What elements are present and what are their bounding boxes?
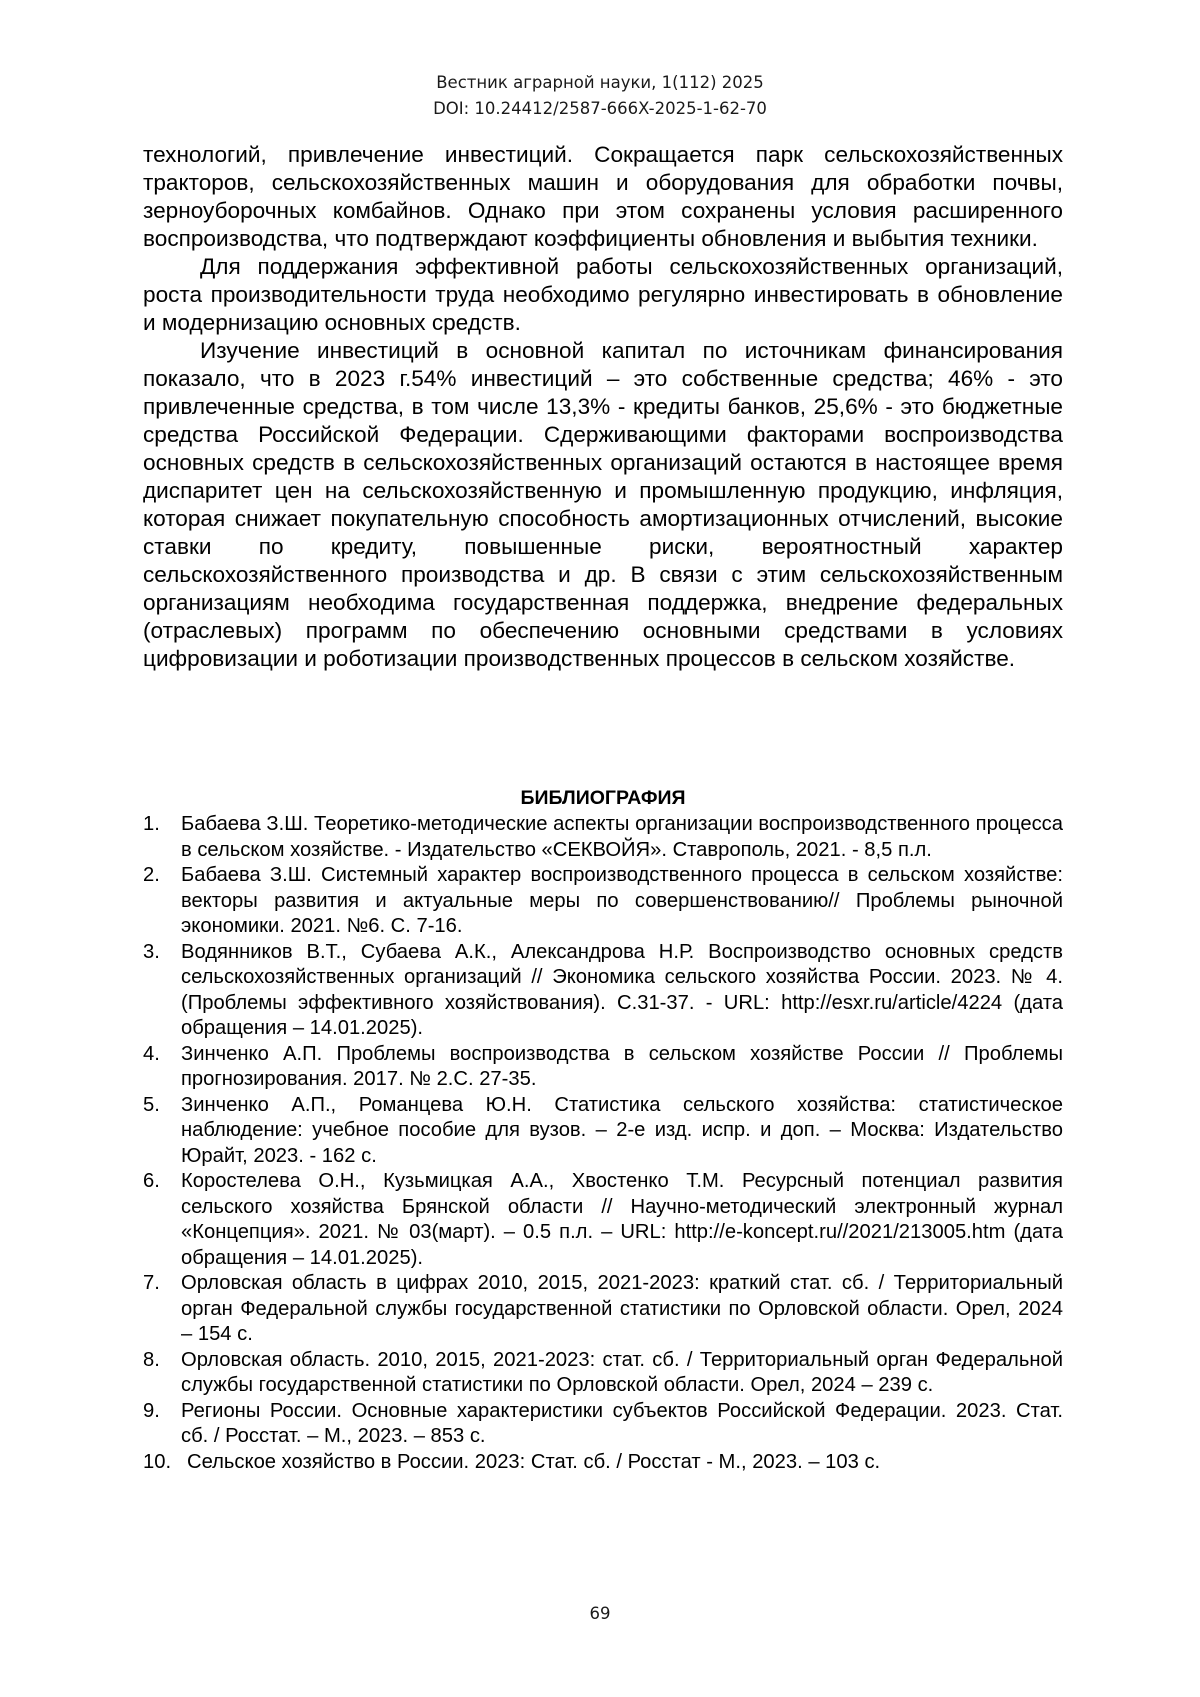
bibliography-item-number: 4.	[143, 1042, 160, 1065]
bibliography-item-text: Зинченко А.П., Романцева Ю.Н. Статистика сельского хозяйства: статистическое наблюдение: учебное пособие для вузов. – 2-е изд. испр. и доп. – Москва: Издательство Юрайт, 2023. - 162 с.	[181, 1093, 1063, 1167]
bibliography-heading: БИБЛИОГРАФИЯ	[520, 787, 686, 809]
bibliography-item-text: Водянников В.Т., Субаева А.К., Александрова Н.Р. Воспроизводство основных средств сельскохозяйственных организаций // Экономика сельского хозяйства России. 2023. № 4. (Проблемы эффективного хозяйствования). С.31-37. - URL: http://esxr.ru/article/4224 (дата обращения – 14.01.2025).	[181, 940, 1063, 1039]
bibliography-item	[143, 1348, 1063, 1399]
paragraph: Изучение инвестиций в основной капитал по источникам финансирования показало, что в 2023 г.54% инвестиций – это собственные средства; 46% - это привлеченные средства, в том числе 13,3% - кредиты банков, 25,6% - это бюджетные средства Российской Федерации. Сдерживающими факторами воспроизводства основных средств в сельскохозяйственных организаций остаются в настоящее время диспаритет цен на сельскохозяйственную и промышленную продукцию, инфляция, которая снижает покупательную способность амортизационных отчислений, высокие ставки по кредиту, повышенные риски, вероятностный характер сельскохозяйственного производства и др. В связи с этим сельскохозяйственным организациям необходима государственная поддержка, внедрение федеральных (отраслевых) программ по обеспечению основными средствами в условиях цифровизации и роботизации производственных процессов в сельском хозяйстве.	[143, 338, 1063, 671]
journal-title: Вестник аграрной науки, 1(112) 2025	[436, 73, 764, 92]
page-number: 69	[589, 1604, 611, 1623]
bibliography-item	[143, 940, 1063, 1042]
bibliography-item-number: 9.	[143, 1399, 160, 1422]
paragraph: технологий, привлечение инвестиций. Сокращается парк сельскохозяйственных тракторов, сельскохозяйственных машин и оборудования для обработки почвы, зерноуборочных комбайнов. Однако при этом сохранены условия расширенного воспроизводства, что подтверждают коэффициенты обновления и выбытия техники.	[143, 142, 1063, 251]
running-header	[0, 70, 1200, 122]
bibliography-item-text: Зинченко А.П. Проблемы воспроизводства в сельском хозяйстве России // Проблемы прогнозирования. 2017. № 2.С. 27-35.	[181, 1042, 1063, 1090]
bibliography-item-text: Орловская область в цифрах 2010, 2015, 2021-2023: краткий стат. сб. / Территориальный орган Федеральной службы государственной статистики по Орловской области. Орел, 2024 – 154 с.	[181, 1272, 1063, 1345]
bibliography-item	[143, 1093, 1063, 1170]
bibliography-item	[143, 1042, 1063, 1093]
bibliography-item-number: 7.	[143, 1272, 160, 1294]
bibliography-list	[143, 812, 1063, 1475]
doi-line: DOI: 10.24412/2587-666X-2025-1-62-70	[433, 99, 767, 118]
bibliography-item	[143, 1450, 1063, 1476]
bibliography-item-text: Орловская область. 2010, 2015, 2021-2023: стат. сб. / Территориальный орган Федеральной службы государственной статистики по Орловской области. Орел, 2024 – 239 с.	[181, 1348, 1063, 1396]
bibliography-item-number: 1.	[143, 813, 160, 835]
bibliography-item-number: 8.	[143, 1348, 160, 1371]
bibliography-item	[143, 1169, 1063, 1271]
bibliography-item-number: 5.	[143, 1093, 160, 1116]
bibliography-item-number: 6.	[143, 1170, 160, 1192]
bibliography-item-number: 10.	[143, 1450, 172, 1473]
bibliography-item-text: Сельское хозяйство в России. 2023: Стат. сб. / Росстат - М., 2023. – 103 с.	[187, 1450, 881, 1473]
bibliography-item	[143, 863, 1063, 940]
bibliography-item	[143, 1399, 1063, 1450]
body-text	[143, 141, 1063, 673]
bibliography-item-text: Бабаева З.Ш. Системный характер воспроизводственного процесса в сельском хозяйстве: векторы развития и актуальные меры по совершенствованию// Проблемы рыночной экономики. 2021. №6. С. 7-16.	[181, 864, 1063, 937]
bibliography-item-text: Регионы России. Основные характеристики субъектов Российской Федерации. 2023. Стат. сб. / Росстат. – М., 2023. – 853 с.	[181, 1399, 1063, 1447]
paragraph: Для поддержания эффективной работы сельскохозяйственных организаций, роста производительности труда необходимо регулярно инвестировать в обновление и модернизацию основных средств.	[143, 254, 1063, 335]
bibliography-item-number: 2.	[143, 864, 160, 886]
bibliography-item-text: Коростелева О.Н., Кузьмицкая А.А., Хвостенко Т.М. Ресурсный потенциал развития сельского хозяйства Брянской области // Научно-методический электронный журнал «Концепция». 2021. № 03(март). – 0.5 п.л. – URL: http://e-koncept.ru//2021/213005.htm (дата обращения – 14.01.2025).	[181, 1170, 1063, 1269]
bibliography-item-text: Бабаева З.Ш. Теоретико-методические аспекты организации воспроизводственного процесса в сельском хозяйстве. - Издательство «СЕКВОЙЯ». Ставрополь, 2021. - 8,5 п.л.	[181, 813, 1063, 861]
bibliography-item	[143, 1271, 1063, 1348]
bibliography-item-number: 3.	[143, 940, 160, 963]
bibliography-item	[143, 812, 1063, 863]
